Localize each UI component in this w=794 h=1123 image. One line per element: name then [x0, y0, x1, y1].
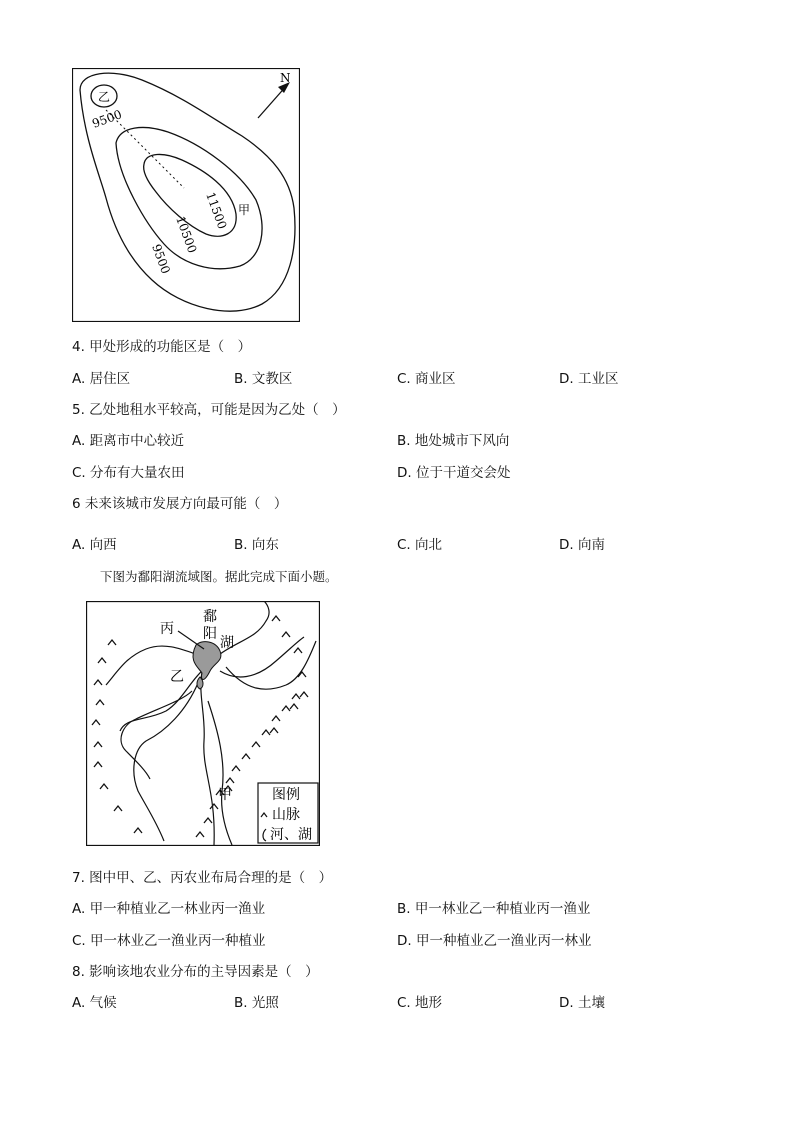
contour-label-11500: 11500	[203, 190, 230, 231]
label-bing: 丙	[160, 621, 174, 637]
label-jia: 甲	[218, 787, 232, 803]
question-8-option-b[interactable]: B. 光照	[234, 995, 279, 1011]
question-4-option-c[interactable]: C. 商业区	[397, 371, 456, 387]
label-yi: 乙	[98, 90, 111, 104]
question-5-option-c[interactable]: C. 分布有大量农田	[72, 465, 185, 481]
question-5-option-d[interactable]: D. 位于干道交会处	[397, 465, 511, 481]
lake-char-3: 湖	[220, 635, 234, 651]
question-6-stem: 6 未来该城市发展方向最可能（ ）	[72, 496, 288, 512]
question-7-option-b[interactable]: B. 甲一林业乙一种植业丙一渔业	[397, 901, 591, 917]
legend-mountain: 山脉	[272, 807, 300, 823]
question-8-option-c[interactable]: C. 地形	[397, 995, 443, 1011]
question-4-option-d[interactable]: D. 工业区	[559, 371, 619, 387]
legend	[258, 783, 318, 843]
question-6-option-a[interactable]: A. 向西	[72, 537, 117, 553]
intro-text: 下图为鄱阳湖流域图。据此完成下面小题。	[100, 569, 338, 584]
contour-label-9500-top: 9500	[90, 107, 124, 131]
label-yi: 乙	[170, 669, 184, 685]
question-7-option-c[interactable]: C. 甲一林业乙一渔业丙一种植业	[72, 933, 266, 949]
legend-title: 图例	[272, 787, 300, 803]
question-4-option-a[interactable]: A. 居住区	[72, 371, 131, 387]
question-5-option-a[interactable]: A. 距离市中心较近	[72, 433, 185, 449]
legend-river: 河、湖	[270, 827, 312, 843]
poyang-basin-map	[86, 601, 320, 846]
label-jia: 甲	[238, 203, 251, 217]
question-6-option-b[interactable]: B. 向东	[234, 537, 279, 553]
question-4-option-b[interactable]: B. 文教区	[234, 371, 293, 387]
contour-map	[72, 68, 300, 322]
question-7-option-a[interactable]: A. 甲一种植业乙一林业丙一渔业	[72, 901, 266, 917]
question-5-stem: 5. 乙处地租水平较高，可能是因为乙处（ ）	[72, 402, 346, 418]
question-7-stem: 7. 图中甲、乙、丙农业布局合理的是（ ）	[72, 870, 333, 886]
north-label: N	[280, 71, 291, 85]
question-5-option-b[interactable]: B. 地处城市下风向	[397, 433, 510, 449]
question-6-option-c[interactable]: C. 向北	[397, 537, 443, 553]
lake-char-2: 阳	[203, 626, 217, 642]
question-8-option-a[interactable]: A. 气候	[72, 995, 117, 1011]
question-8-option-d[interactable]: D. 土壤	[559, 995, 605, 1011]
contour-label-10500: 10500	[173, 214, 200, 255]
question-6-option-d[interactable]: D. 向南	[559, 537, 605, 553]
question-8-stem: 8. 影响该地农业分布的主导因素是（ ）	[72, 964, 319, 980]
question-4-stem: 4. 甲处形成的功能区是（ ）	[72, 339, 252, 355]
contour-label-9500-bottom: 9500	[149, 242, 173, 276]
question-7-option-d[interactable]: D. 甲一种植业乙一渔业丙一林业	[397, 933, 592, 949]
lake-char-1: 鄱	[203, 609, 217, 625]
